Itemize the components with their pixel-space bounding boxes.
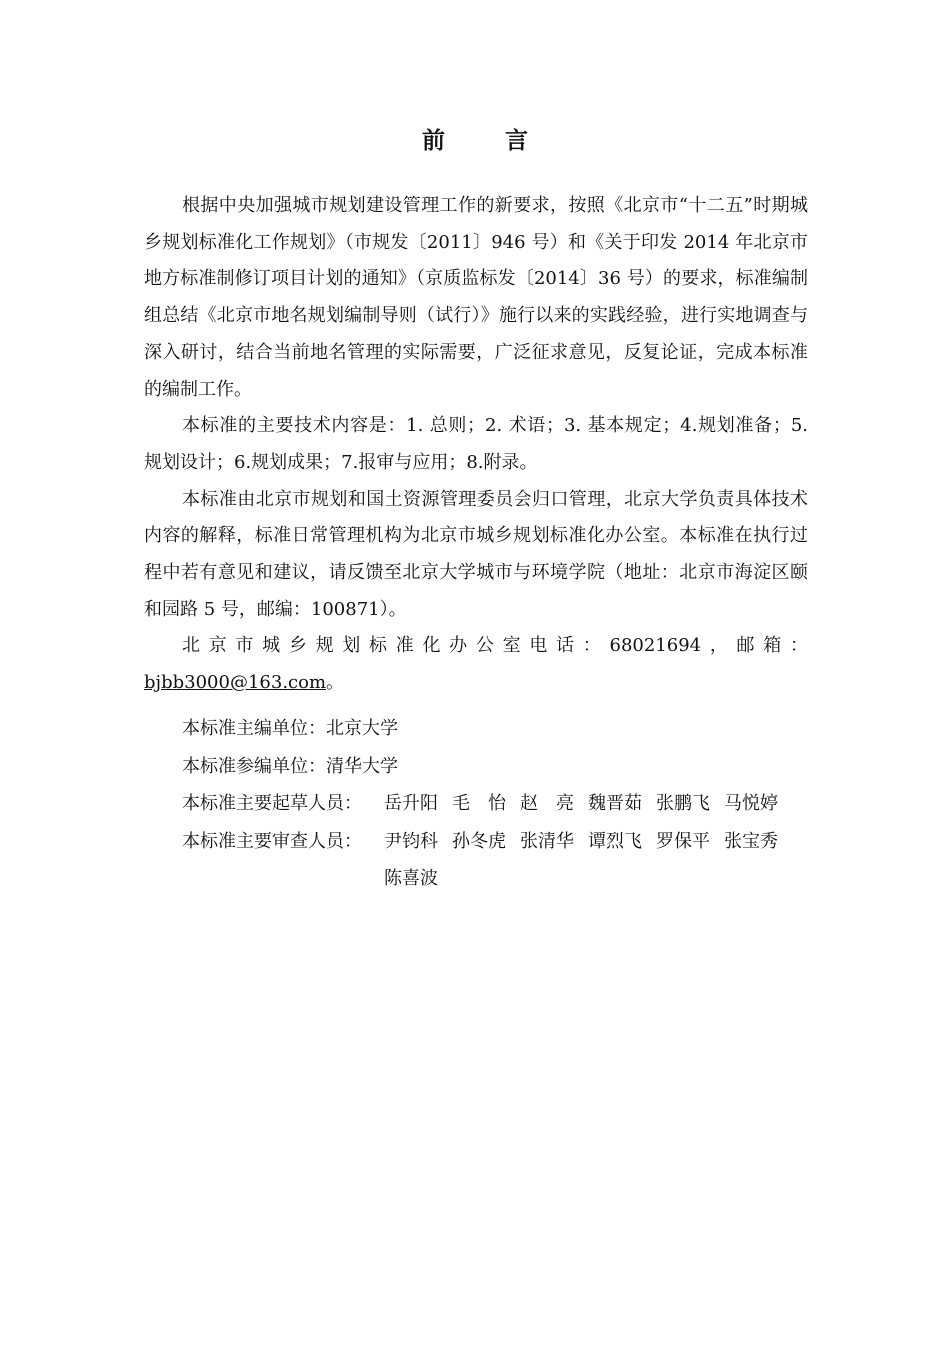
- reviewers-list: [384, 823, 778, 861]
- co-unit-row: [182, 748, 822, 786]
- reviewer-name: 尹钧科: [384, 830, 438, 852]
- drafter-name: 魏晋茹: [588, 793, 642, 814]
- reviewer-name: 陈喜波: [384, 868, 438, 889]
- contact-suffix: 。: [326, 672, 345, 694]
- drafters-row: [182, 785, 822, 823]
- co-unit-label: 本标准参编单位：: [182, 755, 326, 777]
- credits-block: [182, 710, 822, 898]
- reviewer-name: 张宝秀: [724, 830, 778, 852]
- reviewer-name: 张清华: [520, 830, 574, 852]
- email-link[interactable]: bjbb3000@163.com: [144, 672, 327, 694]
- reviewer-name: 孙冬虎: [452, 830, 506, 852]
- reviewers-label: 本标准主要审查人员：: [182, 830, 362, 852]
- drafters-list: [384, 785, 778, 823]
- page-title: 前 言: [421, 127, 554, 154]
- drafter-name: 马悦婷: [724, 793, 778, 814]
- paragraph-management: 本标准由北京市规划和国土资源管理委员会归口管理，北京大学负责具体技术内容的解释，标准日常管理机构为北京市城乡规划标准化办公室。本标准在执行过程中若有意见和建议，请反馈至北京大学城市与环境学院（地址：北京市海淀区颐和园路 5 号，邮编：100871）。: [144, 488, 808, 620]
- preface-body: [144, 188, 808, 702]
- contact-prefix: 北京市城乡规划标准化办公室电话：68021694，邮箱：: [182, 635, 808, 657]
- paragraph-technical-content: 本标准的主要技术内容是：1. 总则；2. 术语；3. 基本规定；4.规划准备；5. 规划设计；6.规划成果；7.报审与应用；8.附录。: [144, 415, 808, 473]
- co-unit-value: 清华大学: [326, 755, 398, 777]
- reviewer-name: 谭烈飞: [588, 830, 642, 852]
- drafters-label: 本标准主要起草人员：: [182, 793, 362, 814]
- chief-unit-row: [182, 710, 822, 748]
- drafter-name: 赵 亮: [520, 793, 574, 814]
- reviewers-row-continued: [182, 860, 822, 898]
- paragraph-background: 根据中央加强城市规划建设管理工作的新要求，按照《北京市“十二五”时期城乡规划标准化工作规划》（市规发〔2011〕946 号）和《关于印发 2014 年北京市地方标准制修订项目计划的通知》（京质监标发〔2014〕36 号）的要求，标准编制组总结《北京市地名规划编制导则（试行）》施行以来的实践经验，进行实地调查与深入研讨，结合当前地名管理的实际需要，广泛征求意见，反复论证，完成本标准的编制工作。: [144, 195, 808, 400]
- drafter-name: 张鹏飞: [656, 793, 710, 814]
- drafter-name: 毛 怡: [452, 793, 506, 814]
- reviewer-name: 罗保平: [656, 830, 710, 852]
- chief-unit-label: 本标准主编单位：: [182, 718, 326, 739]
- chief-unit-value: 北京大学: [326, 718, 398, 739]
- paragraph-contact: [144, 628, 808, 701]
- reviewers-row: [182, 823, 822, 861]
- drafter-name: 岳升阳: [384, 793, 438, 814]
